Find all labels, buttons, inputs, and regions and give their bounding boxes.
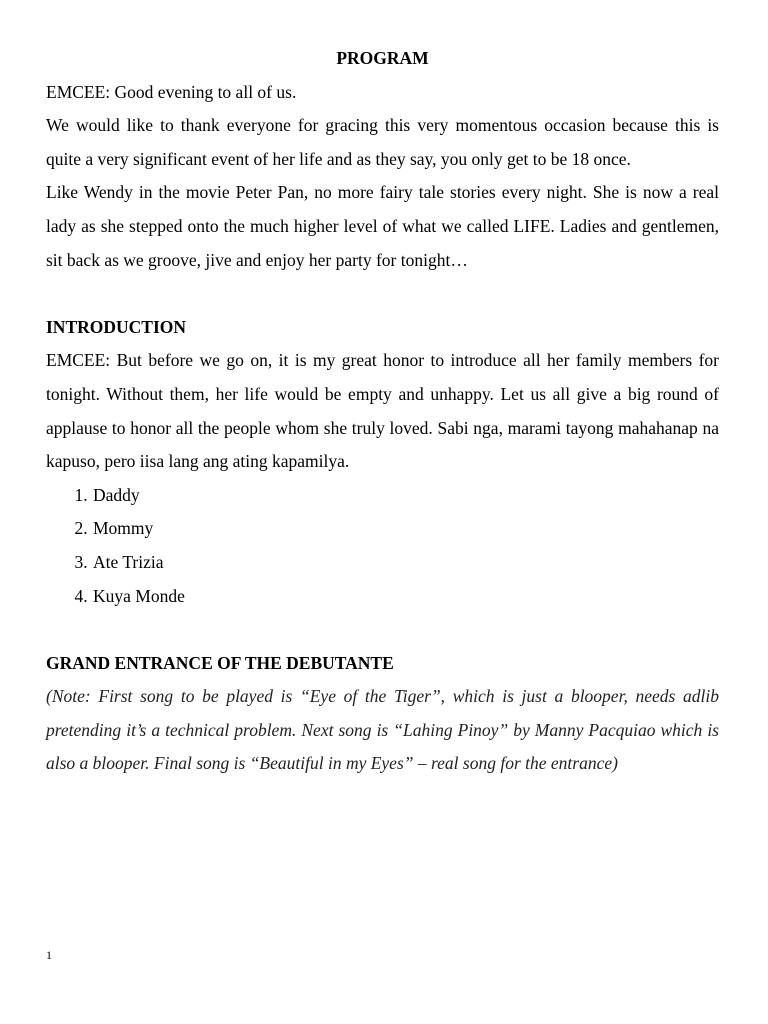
opening-paragraph-thanks: We would like to thank everyone for gracing this very momentous occasion because this is quite a very significant event of her life and as they say, you only get to be 18 once. [46,115,719,169]
page-title: PROGRAM [336,48,429,68]
introduction-heading: INTRODUCTION [46,316,187,337]
page-number: 1 [46,948,52,962]
introduction-paragraph: EMCEE: But before we go on, it is my great honor to introduce all her family members for tonight. Without them, her life would be empty and unhappy. Let us all give a big round of applause to honor all the people whom she truly loved. Sabi nga, marami tayong mahahanap na kapuso, pero iisa lang ang ating kapamilya. [46,350,719,472]
grand-entrance-note: (Note: First song to be played is “Eye of the Tiger”, which is just a blooper, needs adlib pretending it’s a technical problem. Next song is “Lahing Pinoy” by Manny Pacquiao which is also a blooper. Final song is “Beautiful in my Eyes” – real song for the entrance) [46,686,719,774]
list-item: 1. Daddy [92,479,719,513]
family-member-list [46,479,719,613]
document-body [46,42,719,781]
section-spacer [46,277,719,311]
list-item: 4. Kuya Monde [92,580,719,614]
list-item: 2. Mommy [92,512,719,546]
list-item: 3. Ate Trizia [92,546,719,580]
emcee-greeting: EMCEE: Good evening to all of us. [46,81,297,102]
section-spacer [46,613,719,647]
grand-entrance-heading: GRAND ENTRANCE OF THE DEBUTANTE [46,652,394,673]
opening-paragraph-wendy: Like Wendy in the movie Peter Pan, no more fairy tale stories every night. She is now a real lady as she stepped onto the much higher level of what we called LIFE. Ladies and gentlemen, sit back as we groove, jive and enjoy her party for tonight… [46,182,719,270]
